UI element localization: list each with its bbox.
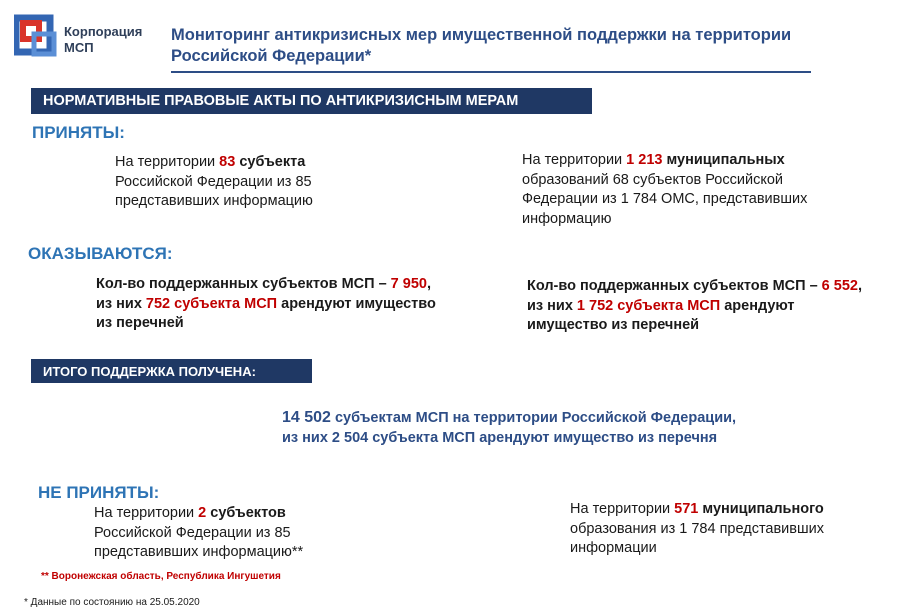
text-bold: субъекта: [235, 154, 306, 170]
provided-regions-text: [96, 275, 436, 334]
provided-regions-count: 7 950: [390, 276, 427, 292]
text-pre: Кол-во поддержанных субъектов МСП –: [96, 276, 391, 292]
heading-provided: ОКАЗЫВАЮТСЯ:: [28, 244, 173, 263]
text-bold: муниципального: [698, 501, 824, 517]
adopted-regions-text: [115, 153, 385, 212]
total-support-text: [282, 408, 802, 448]
text-rest: образования из 1 784 представивших информации: [570, 520, 824, 556]
heading-adopted: ПРИНЯТЫ:: [32, 123, 125, 142]
text-rest: Российской Федерации из 85 представивших информацию**: [94, 524, 304, 560]
text-rest: образований 68 субъектов Российской Федерации из 1 784 ОМС, представивших информацию: [522, 171, 808, 227]
not-adopted-municipal-count: 571: [674, 501, 699, 517]
provided-regions-lessees: 752 субъекта МСП: [145, 295, 278, 312]
adopted-regions-count: 83: [219, 154, 236, 170]
text-pre: На территории: [115, 154, 220, 170]
text-mid: , из них: [527, 278, 862, 314]
heading-not-adopted: НЕ ПРИНЯТЫ:: [38, 483, 160, 502]
provided-municipal-count: 6 552: [821, 278, 858, 294]
not-adopted-regions-count: 2: [198, 505, 207, 521]
page-title: Мониторинг антикризисных мер имущественной поддержки на территории Российской Федерации*: [171, 26, 792, 65]
logo-line-1: Корпорация: [64, 24, 143, 39]
total-count: 14 502: [282, 409, 331, 426]
logo: [14, 14, 144, 58]
banner-acts: НОРМАТИВНЫЕ ПРАВОВЫЕ АКТЫ ПО АНТИКРИЗИСНЫМ МЕРАМ: [31, 88, 592, 114]
not-adopted-municipal-text: [570, 500, 880, 559]
not-adopted-regions-text: [94, 504, 364, 563]
footnote-date: * Данные по состоянию на 25.05.2020: [24, 597, 200, 608]
adopted-municipal-count: 1 213: [626, 152, 663, 168]
provided-municipal-lessees: 1 752 субъекта МСП: [576, 297, 721, 314]
provided-municipal-text: [527, 277, 867, 336]
text-pre: На территории: [570, 501, 675, 517]
logo-mark-icon: [14, 14, 58, 58]
adopted-municipal-text: [522, 151, 862, 229]
text-bold: субъектов: [206, 505, 286, 521]
banner-total: ИТОГО ПОДДЕРЖКА ПОЛУЧЕНА:: [31, 359, 312, 383]
total-line2: из них 2 504 субъекта МСП арендуют имущество из перечня: [282, 430, 718, 446]
text-pre: На территории: [94, 505, 199, 521]
logo-text: [64, 24, 142, 56]
text-pre: На территории: [522, 152, 627, 168]
header-divider: [171, 71, 811, 73]
text-mid: , из них: [96, 276, 431, 312]
text-post: арендуют имущество из перечней: [96, 295, 436, 331]
text-rest: Российской Федерации из 85 представивших информацию: [115, 173, 313, 209]
text-bold: муниципальных: [662, 152, 785, 168]
text-post: арендуют имущество из перечней: [527, 297, 795, 333]
footnote-regions: ** Воронежская область, Республика Ингушетия: [41, 571, 281, 582]
logo-line-2: МСП: [64, 40, 94, 55]
text-pre: Кол-во поддержанных субъектов МСП –: [527, 278, 822, 294]
total-line1-rest: субъектам МСП на территории Российской Федерации,: [330, 410, 737, 426]
